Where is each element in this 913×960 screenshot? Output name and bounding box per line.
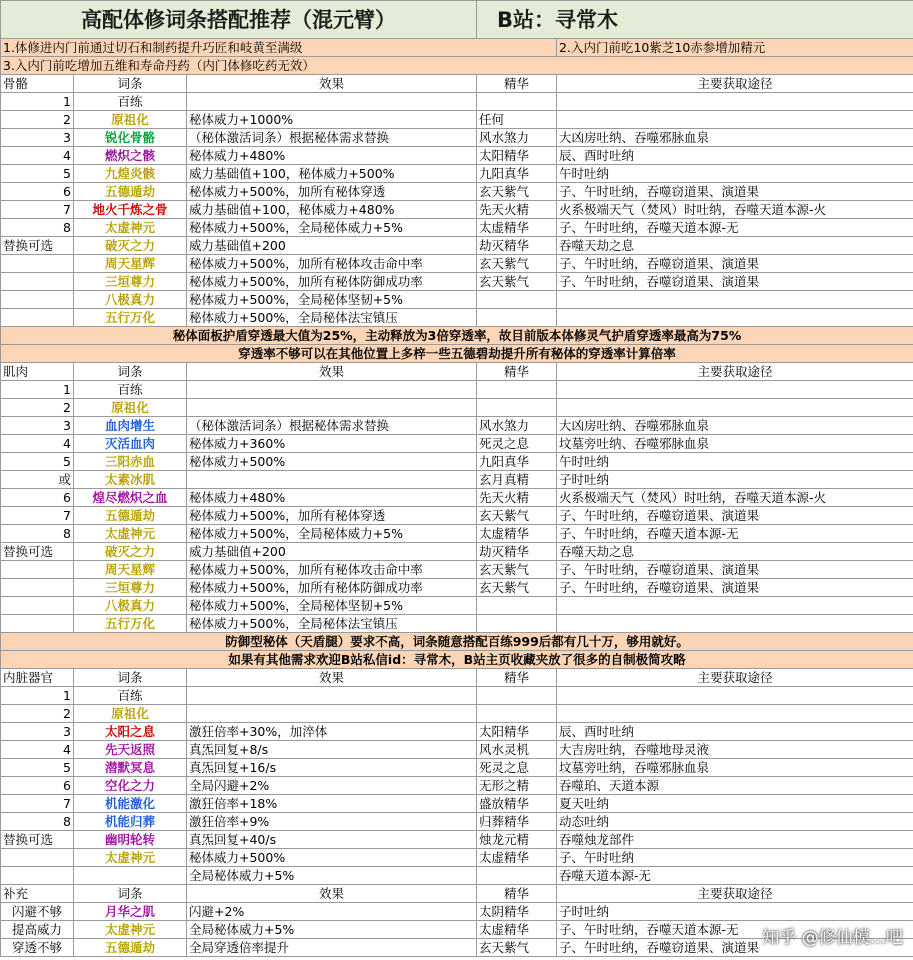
- row-essence: 劫灭精华: [477, 543, 557, 561]
- row-slot: 穿透不够: [1, 939, 74, 957]
- row-source: 子、午时吐纳，吞噬天道本源-无: [557, 921, 913, 939]
- watermark: 知乎 @修仙模...吧: [762, 928, 903, 948]
- row-affix: 先天返照: [74, 741, 187, 759]
- row-affix: 锐化骨骼: [74, 129, 187, 147]
- row-essence: 玄天紫气: [477, 561, 557, 579]
- row-affix: 月华之肌: [74, 903, 187, 921]
- section-name: 内脏器官: [1, 669, 74, 687]
- row-essence: 玄天紫气: [477, 507, 557, 525]
- row-effect: 全局闪避+2%: [187, 777, 477, 795]
- row-effect: 秘体威力+500%: [187, 849, 477, 867]
- row-slot: 2: [1, 399, 74, 417]
- row-effect: 激狂倍率+18%: [187, 795, 477, 813]
- column-header-affix: 词条: [74, 75, 187, 93]
- row-effect: 秘体威力+500%，全局秘体法宝镇压: [187, 309, 477, 327]
- section-header: [1, 363, 913, 381]
- row-essence: [477, 93, 557, 111]
- section-name: 肌肉: [1, 363, 74, 381]
- row-affix: 三阳赤血: [74, 453, 187, 471]
- row-essence: [477, 615, 557, 633]
- row-source: 动态吐纳: [557, 813, 913, 831]
- row-effect: 秘体威力+360%: [187, 435, 477, 453]
- row-source: [557, 597, 913, 615]
- row-slot: 3: [1, 129, 74, 147]
- row-effect: 秘体威力+480%: [187, 489, 477, 507]
- row-affix: 五行万化: [74, 309, 187, 327]
- row-source: 子、午时吐纳，吞噬窃道果、演道果: [557, 183, 913, 201]
- row-essence: 太阳精华: [477, 723, 557, 741]
- row-source: [557, 399, 913, 417]
- column-header-essence: 精华: [477, 75, 557, 93]
- row-effect: 秘体威力+500%，加所有秘体穿透: [187, 183, 477, 201]
- row-effect: 秘体威力+500%，加所有秘体防御成功率: [187, 579, 477, 597]
- row-essence: 风水灵机: [477, 741, 557, 759]
- row-source: 辰、酉时吐纳: [557, 723, 913, 741]
- table-row: [1, 795, 913, 813]
- row-source: 子时吐纳: [557, 471, 913, 489]
- row-slot: 5: [1, 165, 74, 183]
- note-defense: [1, 633, 913, 651]
- row-effect: 秘体威力+500%，全局秘体威力+5%: [187, 525, 477, 543]
- row-effect: 威力基础值+100，秘体威力+500%: [187, 165, 477, 183]
- table-row: [1, 687, 913, 705]
- row-slot: 6: [1, 777, 74, 795]
- row-essence: 太虚精华: [477, 219, 557, 237]
- row-source: [557, 381, 913, 399]
- row-effect: 秘体威力+500%，全局秘体法宝镇压: [187, 615, 477, 633]
- row-effect: 全局秘体威力+5%: [187, 921, 477, 939]
- row-essence: 玄天紫气: [477, 939, 557, 957]
- table-row: [1, 129, 913, 147]
- row-affix: 血肉增生: [74, 417, 187, 435]
- table-row: [1, 255, 913, 273]
- row-affix: 原祖化: [74, 111, 187, 129]
- column-header-affix: 词条: [74, 885, 187, 903]
- row-slot: 6: [1, 183, 74, 201]
- intro-line-3: 3.入内门前吃增加五维和寿命丹药（内门体修吃药无效）: [1, 57, 913, 75]
- table-row: [1, 381, 913, 399]
- row-essence: 太虚精华: [477, 849, 557, 867]
- row-slot: 5: [1, 453, 74, 471]
- row-effect: [187, 705, 477, 723]
- row-affix: 破灭之力: [74, 543, 187, 561]
- row-source: [557, 615, 913, 633]
- column-header-essence: 精华: [477, 885, 557, 903]
- row-affix: 地火千炼之骨: [74, 201, 187, 219]
- column-header-effect: 效果: [187, 669, 477, 687]
- table-row: [1, 273, 913, 291]
- row-source: 子、午时吐纳，吞噬窃道果、演道果: [557, 561, 913, 579]
- row-slot: 替换可选: [1, 543, 74, 561]
- row-source: [557, 111, 913, 129]
- row-essence: [477, 291, 557, 309]
- row-essence: 死灵之息: [477, 435, 557, 453]
- row-effect: 秘体威力+1000%: [187, 111, 477, 129]
- row-essence: [477, 705, 557, 723]
- row-slot: 提高威力: [1, 921, 74, 939]
- row-affix: 三垣尊力: [74, 579, 187, 597]
- table-row: [1, 813, 913, 831]
- row-source: 夏天吐纳: [557, 795, 913, 813]
- row-effect: 激狂倍率+9%: [187, 813, 477, 831]
- row-slot: [1, 867, 74, 885]
- row-slot: 替换可选: [1, 831, 74, 849]
- row-source: 大凶房吐纳、吞噬邪脉血泉: [557, 129, 913, 147]
- row-affix: 九煌炎骸: [74, 165, 187, 183]
- row-slot: [1, 579, 74, 597]
- row-effect: [187, 471, 477, 489]
- row-source: 子时吐纳: [557, 903, 913, 921]
- row-slot: 3: [1, 417, 74, 435]
- row-source: [557, 687, 913, 705]
- row-essence: 九阳真华: [477, 165, 557, 183]
- table-row: [1, 777, 913, 795]
- row-slot: 8: [1, 813, 74, 831]
- row-slot: 8: [1, 525, 74, 543]
- row-affix: 原祖化: [74, 705, 187, 723]
- section-header: [1, 885, 913, 903]
- note-penetration: [1, 327, 913, 345]
- row-essence: [477, 399, 557, 417]
- row-slot: [1, 255, 74, 273]
- row-slot: [1, 597, 74, 615]
- table-row: [1, 597, 913, 615]
- row-essence: 玄天紫气: [477, 273, 557, 291]
- row-essence: 劫灭精华: [477, 237, 557, 255]
- row-slot: 替换可选: [1, 237, 74, 255]
- table-row: [1, 525, 913, 543]
- note-contact: [1, 651, 913, 669]
- row-affix: 五德遁劫: [74, 507, 187, 525]
- row-slot: [1, 849, 74, 867]
- column-header-effect: 效果: [187, 363, 477, 381]
- table-row: [1, 399, 913, 417]
- intro-line-2: 2.入内门前吃10紫芝10赤参增加精元: [557, 39, 913, 57]
- row-affix: 百练: [74, 93, 187, 111]
- row-effect: 真炁回复+40/s: [187, 831, 477, 849]
- row-slot: [1, 561, 74, 579]
- row-essence: [477, 597, 557, 615]
- row-essence: 无形之精: [477, 777, 557, 795]
- column-header-source: 主要获取途径: [557, 669, 913, 687]
- row-affix: 太虚神元: [74, 525, 187, 543]
- row-slot: 2: [1, 111, 74, 129]
- row-slot: 1: [1, 687, 74, 705]
- row-essence: 死灵之息: [477, 759, 557, 777]
- row-essence: [477, 309, 557, 327]
- section-name: 骨骼: [1, 75, 74, 93]
- note-penetration-tip-text: 穿透率不够可以在其他位置上多梓一些五德碧劫提升所有秘体的穿透率计算倍率: [1, 345, 913, 363]
- row-essence: [477, 687, 557, 705]
- row-essence: 归葬精华: [477, 813, 557, 831]
- table-row: [1, 705, 913, 723]
- row-source: 子、午时吐纳: [557, 849, 913, 867]
- table-row: [1, 453, 913, 471]
- table-row: [1, 309, 913, 327]
- row-essence: 先天火精: [477, 201, 557, 219]
- row-source: 辰、酉时吐纳: [557, 147, 913, 165]
- column-header-effect: 效果: [187, 75, 477, 93]
- row-slot: 闪避不够: [1, 903, 74, 921]
- row-effect: 秘体威力+500%，加所有秘体攻击命中率: [187, 561, 477, 579]
- row-essence: 太阴精华: [477, 903, 557, 921]
- row-essence: 太虚精华: [477, 921, 557, 939]
- column-header-essence: 精华: [477, 363, 557, 381]
- row-essence: 先天火精: [477, 489, 557, 507]
- row-source: 吞噬天劫之息: [557, 543, 913, 561]
- row-affix: 太虚神元: [74, 921, 187, 939]
- row-slot: 6: [1, 489, 74, 507]
- row-slot: 5: [1, 759, 74, 777]
- row-affix: 三垣尊力: [74, 273, 187, 291]
- row-effect: 秘体威力+500%，全局秘体坚韧+5%: [187, 291, 477, 309]
- row-essence: 风水煞力: [477, 417, 557, 435]
- row-source: 子、午时吐纳，吞噬窃道果、演道果: [557, 255, 913, 273]
- row-affix: 周天星辉: [74, 561, 187, 579]
- row-source: 大凶房吐纳、吞噬邪脉血泉: [557, 417, 913, 435]
- table-row: [1, 291, 913, 309]
- row-affix: 燃炽之骸: [74, 147, 187, 165]
- row-source: 坟墓旁吐纳、吞噬邪脉血泉: [557, 435, 913, 453]
- row-affix: 空化之力: [74, 777, 187, 795]
- row-effect: 威力基础值+200: [187, 543, 477, 561]
- row-effect: [187, 381, 477, 399]
- row-slot: [1, 273, 74, 291]
- row-essence: 九阳真华: [477, 453, 557, 471]
- column-header-affix: 词条: [74, 669, 187, 687]
- row-affix: 原祖化: [74, 399, 187, 417]
- row-slot: 7: [1, 201, 74, 219]
- row-effect: （秘体激活词条）根据秘体需求替换: [187, 129, 477, 147]
- table-row: [1, 831, 913, 849]
- row-source: 坟墓旁吐纳，吞噬邪脉血泉: [557, 759, 913, 777]
- section-header: [1, 75, 913, 93]
- row-effect: 真炁回复+16/s: [187, 759, 477, 777]
- row-affix: 机能激化: [74, 795, 187, 813]
- row-source: 火系极端天气（焚风）时吐纳，吞噬天道本源-火: [557, 201, 913, 219]
- table-row: [1, 507, 913, 525]
- row-source: 子、午时吐纳，吞噬窃道果、演道果: [557, 939, 913, 957]
- row-slot: 4: [1, 435, 74, 453]
- column-header-affix: 词条: [74, 363, 187, 381]
- section-name: 补充: [1, 885, 74, 903]
- row-effect: 闪避+2%: [187, 903, 477, 921]
- column-header-effect: 效果: [187, 885, 477, 903]
- column-header-essence: 精华: [477, 669, 557, 687]
- row-source: 火系极端天气（焚风）时吐纳，吞噬天道本源-火: [557, 489, 913, 507]
- row-source: 午时吐纳: [557, 165, 913, 183]
- table-row: [1, 147, 913, 165]
- column-header-source: 主要获取途径: [557, 75, 913, 93]
- row-source: 吞噬烛龙部件: [557, 831, 913, 849]
- table-row: [1, 867, 913, 885]
- row-essence: 太虚精华: [477, 525, 557, 543]
- table-row: [1, 417, 913, 435]
- column-header-source: 主要获取途径: [557, 363, 913, 381]
- table-row: [1, 741, 913, 759]
- row-essence: 任何: [477, 111, 557, 129]
- row-affix: 太虚神元: [74, 219, 187, 237]
- row-slot: 或: [1, 471, 74, 489]
- row-effect: 秘体威力+480%: [187, 147, 477, 165]
- row-source: 子、午时吐纳，吞噬天道本源-无: [557, 525, 913, 543]
- row-slot: 4: [1, 147, 74, 165]
- row-affix: 太阳之息: [74, 723, 187, 741]
- table-row: [1, 435, 913, 453]
- row-source: [557, 291, 913, 309]
- note-penetration-tip: [1, 345, 913, 363]
- column-header-source: 主要获取途径: [557, 885, 913, 903]
- row-affix: 八极真力: [74, 597, 187, 615]
- note-contact-text: 如果有其他需求欢迎B站私信id：寻常木，B站主页收藏夹放了很多的自制极简攻略: [1, 651, 913, 669]
- row-effect: 威力基础值+200: [187, 237, 477, 255]
- row-slot: 1: [1, 93, 74, 111]
- row-affix: 百练: [74, 381, 187, 399]
- row-source: 大吉房吐纳，吞噬地母灵液: [557, 741, 913, 759]
- row-effect: 秘体威力+500%: [187, 453, 477, 471]
- table-row: [1, 723, 913, 741]
- row-affix: 五德遁劫: [74, 183, 187, 201]
- row-slot: [1, 291, 74, 309]
- row-source: 子、午时吐纳，吞噬天道本源-无: [557, 219, 913, 237]
- table-row: [1, 489, 913, 507]
- row-affix: 百练: [74, 687, 187, 705]
- row-effect: 秘体威力+500%，加所有秘体穿透: [187, 507, 477, 525]
- row-effect: 威力基础值+100，秘体威力+480%: [187, 201, 477, 219]
- row-effect: （秘体激活词条）根据秘体需求替换: [187, 417, 477, 435]
- row-slot: 2: [1, 705, 74, 723]
- page-title: 高配体修词条搭配推荐（混元臂）: [1, 1, 477, 39]
- row-essence: 玄天紫气: [477, 183, 557, 201]
- table-row: [1, 561, 913, 579]
- row-affix: 机能归葬: [74, 813, 187, 831]
- row-essence: 玄天紫气: [477, 579, 557, 597]
- row-source: 午时吐纳: [557, 453, 913, 471]
- row-affix: 煌尽燃炽之血: [74, 489, 187, 507]
- row-essence: [477, 381, 557, 399]
- row-source: [557, 309, 913, 327]
- row-source: 吞噬天劫之息: [557, 237, 913, 255]
- row-slot: 1: [1, 381, 74, 399]
- row-source: 子、午时吐纳，吞噬窃道果、演道果: [557, 507, 913, 525]
- row-effect: 秘体威力+500%，加所有秘体防御成功率: [187, 273, 477, 291]
- row-effect: 秘体威力+500%，加所有秘体攻击命中率: [187, 255, 477, 273]
- row-affix: 幽明轮转: [74, 831, 187, 849]
- table-row: [1, 543, 913, 561]
- row-slot: 7: [1, 507, 74, 525]
- row-affix: 八极真力: [74, 291, 187, 309]
- note-penetration-text: 秘体面板护盾穿透最大值为25%，主动释放为3倍穿透率，故目前版本体修灵气护盾穿透率最高为75%: [1, 327, 913, 345]
- row-essence: 玄月真精: [477, 471, 557, 489]
- table-row: [1, 111, 913, 129]
- row-effect: [187, 93, 477, 111]
- table-row: [1, 201, 913, 219]
- row-slot: 8: [1, 219, 74, 237]
- row-effect: 全局秘体威力+5%: [187, 867, 477, 885]
- row-affix: 潜默冥息: [74, 759, 187, 777]
- row-source: 子、午时吐纳，吞噬窃道果、演道果: [557, 579, 913, 597]
- row-essence: 太阳精华: [477, 147, 557, 165]
- row-slot: 7: [1, 795, 74, 813]
- row-source: 子、午时吐纳，吞噬窃道果、演道果: [557, 273, 913, 291]
- table-row: [1, 849, 913, 867]
- row-source: 吞噬珀、天道本源: [557, 777, 913, 795]
- row-effect: 秘体威力+500%，全局秘体坚韧+5%: [187, 597, 477, 615]
- row-affix: 周天星辉: [74, 255, 187, 273]
- row-essence: 盛放精华: [477, 795, 557, 813]
- table-row: [1, 615, 913, 633]
- row-affix: 灭活血肉: [74, 435, 187, 453]
- row-affix: 破灭之力: [74, 237, 187, 255]
- row-effect: 真炁回复+8/s: [187, 741, 477, 759]
- row-effect: 全局穿透倍率提升: [187, 939, 477, 957]
- row-source: [557, 93, 913, 111]
- row-affix: 太虚神元: [74, 849, 187, 867]
- table-row: [1, 165, 913, 183]
- row-affix: 五行万化: [74, 615, 187, 633]
- row-affix: 太素冰肌: [74, 471, 187, 489]
- row-effect: [187, 399, 477, 417]
- row-effect: 秘体威力+500%，全局秘体威力+5%: [187, 219, 477, 237]
- row-essence: [477, 867, 557, 885]
- table-row: [1, 579, 913, 597]
- row-affix: [74, 867, 187, 885]
- author-label: B站：寻常木: [477, 1, 913, 39]
- row-essence: 风水煞力: [477, 129, 557, 147]
- table-row: [1, 237, 913, 255]
- row-essence: 玄天紫气: [477, 255, 557, 273]
- row-slot: [1, 309, 74, 327]
- section-header: [1, 669, 913, 687]
- intro-line-1: 1.体修进内门前通过切石和制药提升巧匠和岐黄至满级: [1, 39, 557, 57]
- table-row: [1, 93, 913, 111]
- table-row: [1, 903, 913, 921]
- row-source: [557, 705, 913, 723]
- row-essence: 烛龙元精: [477, 831, 557, 849]
- row-slot: 4: [1, 741, 74, 759]
- table-row: [1, 183, 913, 201]
- row-affix: 五德遁劫: [74, 939, 187, 957]
- table-row: [1, 759, 913, 777]
- table-row: [1, 471, 913, 489]
- row-slot: 3: [1, 723, 74, 741]
- row-effect: [187, 687, 477, 705]
- row-slot: [1, 615, 74, 633]
- row-effect: 激狂倍率+30%，加淬体: [187, 723, 477, 741]
- table-row: [1, 219, 913, 237]
- note-defense-text: 防御型秘体（天盾腿）要求不高，词条随意搭配百练999后都有几十万，够用就好。: [1, 633, 913, 651]
- row-source: 吞噬天道本源-无: [557, 867, 913, 885]
